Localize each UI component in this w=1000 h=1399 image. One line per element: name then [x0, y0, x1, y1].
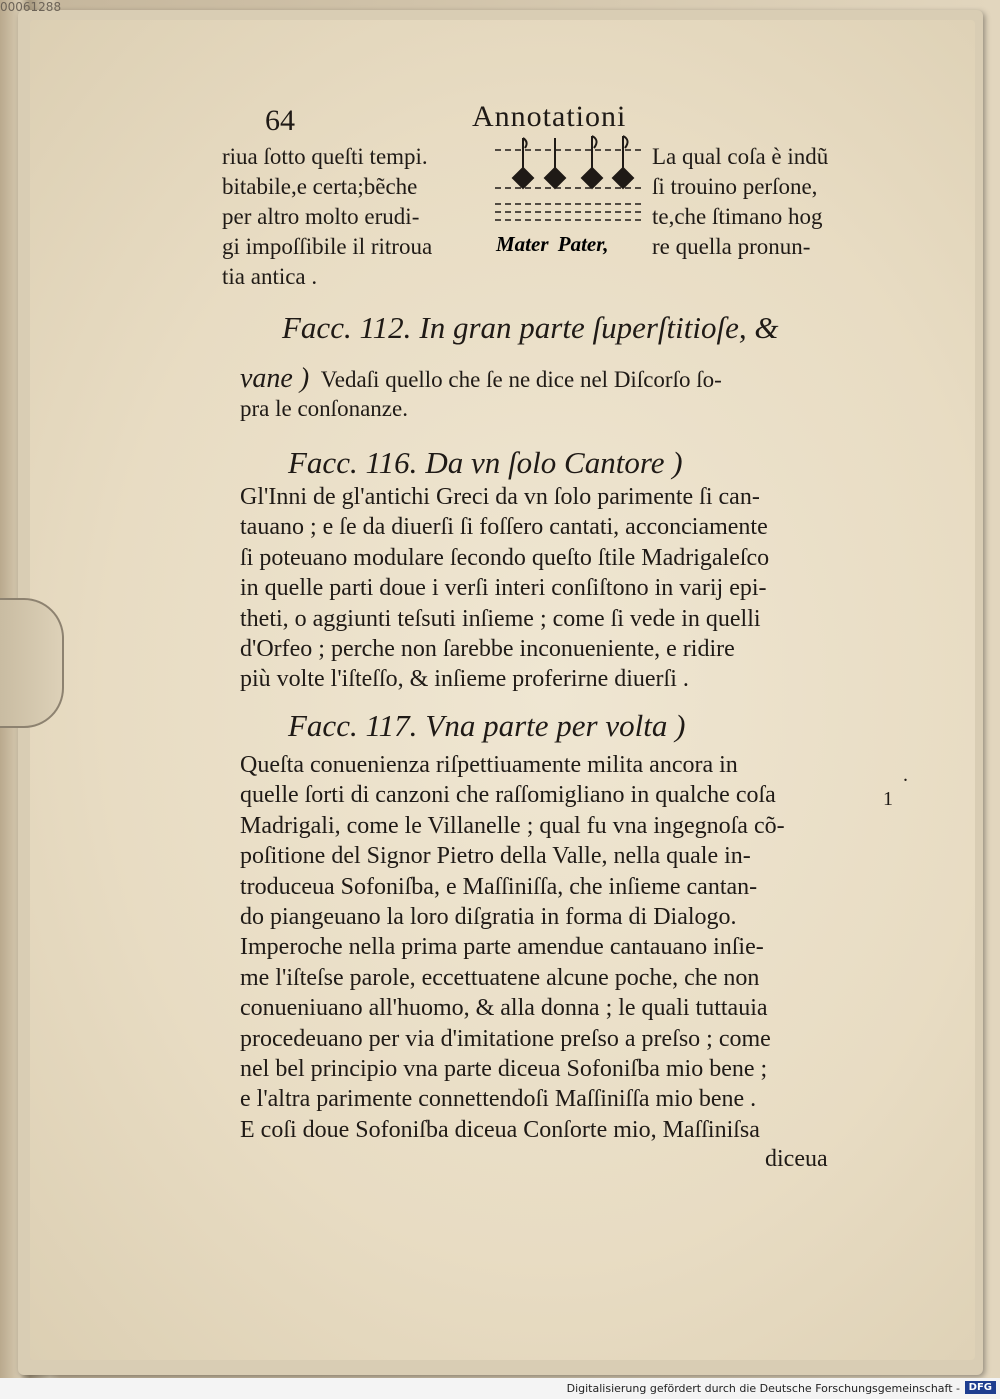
section-heading: [288, 708, 685, 744]
body-line: più volte l'iſteſſo, & inſieme proferirne diuerſi .: [240, 666, 689, 693]
body-line: Madrigali, come le Villanelle ; qual fu vna ingegnoſa cõ-: [240, 812, 785, 839]
body-line: Queſta conuenienza riſpettiuamente milita ancora in: [240, 752, 738, 778]
body-line: in quelle parti doue i verſi interi conſiſtono in varij epi-: [240, 575, 767, 602]
intro-left-line: gi impoſſibile il ritroua: [222, 234, 433, 259]
body-line: troduceua Sofoniſba, e Maſſiniſſa, che inſieme cantan-: [240, 873, 758, 900]
footer-credit: Digitalisierung gefördert durch die Deutsche Forschungsgemeinschaft -: [566, 1382, 960, 1395]
intro-left-line: tia antica .: [222, 264, 318, 289]
music-caption-word: Pater,: [557, 232, 609, 256]
scan-id: 00061288: [0, 0, 62, 14]
music-caption-word: Mater: [496, 232, 549, 256]
section-body: [240, 482, 769, 695]
body-line: e l'altra parimente connettendoſi Maſſiniſſa mio bene .: [240, 1086, 757, 1113]
body-line: d'Orfeo ; perche non ſarebbe inconueniente, e ridire: [240, 636, 735, 663]
section-ref: Facc. 117.: [288, 708, 418, 743]
intro-left-line: riua ſotto queſti tempi.: [222, 144, 428, 169]
section-heading: [282, 310, 778, 346]
body-line: poſitione del Signor Pietro della Valle, nella quale in-: [240, 843, 751, 870]
body-line: tauano ; e ſe da diuerſi ſi foſſero cantati, acconciamente: [240, 514, 768, 541]
section-body: [240, 364, 722, 423]
dfg-logo: DFG: [965, 1381, 996, 1394]
body-line: quelle ſorti di canzoni che raſſomigliano in qualche coſa: [240, 782, 776, 809]
intro-right-line: La qual coſa è indũ: [652, 144, 829, 169]
body-line: do piangeuano la loro diſgratia in forma di Dialogo.: [240, 904, 737, 931]
body-line: ſi poteuano modulare ſecondo queſto ſtile Madrigaleſco: [240, 544, 770, 571]
body-line-text: Vedaſi quello che ſe ne dice nel Diſcorſo ſo-: [320, 367, 722, 392]
intro-left-column: [222, 142, 492, 292]
footer-bar: [0, 1378, 1000, 1399]
body-line: conueniuano all'huomo, & alla donna ; le quali tuttauia: [240, 995, 768, 1022]
section-ref: Facc. 112.: [282, 310, 412, 345]
body-line: theti, o aggiunti teſsuti inſieme ; come ſi vede in quelli: [240, 605, 761, 632]
body-line: [240, 364, 722, 394]
margin-mark: 1: [883, 788, 893, 810]
section-title: Vna parte per volta ): [425, 708, 686, 743]
running-head: Annotationi: [472, 100, 627, 133]
body-line: pra le conſonanze.: [240, 396, 408, 421]
section-body: [240, 750, 785, 1145]
section-title: In gran parte ſuperſtitioſe, &: [419, 310, 779, 345]
body-line: nel bel principio vna parte diceua Sofoniſba mio bene ;: [240, 1056, 768, 1083]
section-title: Da vn ſolo Cantore ): [425, 445, 683, 480]
margin-mark: .: [903, 764, 908, 786]
intro-left-line: bitabile,e certa;bẽche: [222, 174, 418, 199]
clasp-ribbon: [0, 598, 64, 728]
page-number: 64: [265, 104, 295, 137]
body-line: E coſi doue Sofoniſba diceua Conſorte mio, Maſſiniſsa: [240, 1116, 760, 1143]
intro-right-line: ſi trouino perſone,: [652, 174, 818, 199]
section-heading: [288, 445, 683, 481]
body-line: me l'iſteſse parole, eccettuatene alcune poche, che non: [240, 964, 760, 991]
body-line: Imperoche nella prima parte amendue cantauano inſie-: [240, 934, 764, 961]
catchword: diceua: [765, 1146, 828, 1172]
body-line: Gl'Inni de gl'antichi Greci da vn ſolo parimente ſi can-: [240, 484, 760, 510]
intro-right-line: te,che ſtimano hog: [652, 204, 823, 229]
music-notation: [495, 132, 645, 224]
intro-left-line: per altro molto erudi-: [222, 204, 420, 229]
body-line: procedeuano per via d'imitatione preſso a preſso ; come: [240, 1025, 771, 1052]
section-title-cont: vane ): [240, 363, 310, 394]
music-caption: [496, 232, 613, 257]
intro-right-line: re quella pronun-: [652, 234, 811, 259]
section-ref: Facc. 116.: [288, 445, 418, 480]
intro-right-column: [652, 142, 872, 262]
